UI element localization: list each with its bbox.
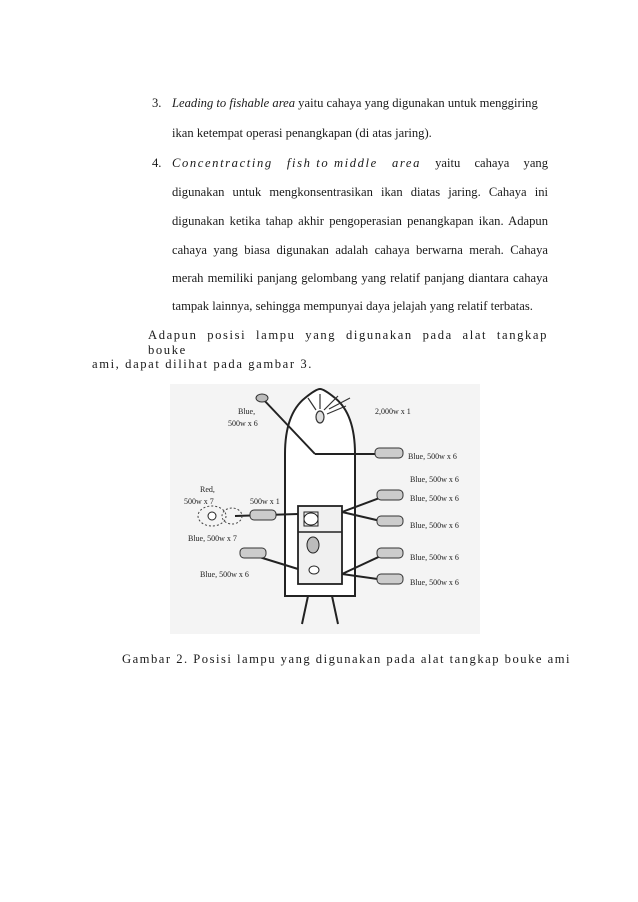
- lamp-cluster-icon: [250, 510, 276, 520]
- lamp-cluster-icon: [375, 448, 403, 458]
- italic-term: fish to middle: [286, 156, 378, 170]
- italic-term: Leading to fishable area: [172, 96, 296, 110]
- list-item-3-line-2: ikan ketempat operasi penangkapan (di atas jaring).: [172, 126, 432, 140]
- list-number: 4.: [152, 156, 162, 170]
- lamp-cluster-icon: [377, 490, 403, 500]
- lamp-cluster-icon: [377, 574, 403, 584]
- figure-caption: Gambar 2. Posisi lampu yang digunakan pada alat tangkap bouke ami: [122, 652, 571, 666]
- body-line: merah memiliki panjang gelombang yang relatif panjang diantara cahaya: [172, 271, 548, 285]
- label-red-count: 500w x 7: [184, 497, 214, 506]
- label-bow: 2,000w x 1: [375, 407, 411, 416]
- body-line: cahaya yang biasa digunakan adalah cahaya berwarna merah. Cahaya: [172, 243, 548, 257]
- lamp-cluster-icon: [377, 516, 403, 526]
- label-stbd-5: Blue, 500w x 6: [410, 553, 459, 562]
- italic-term: Concentracting: [172, 156, 273, 170]
- boat-light-diagram: [170, 384, 480, 634]
- lamp-cluster-icon: [256, 394, 268, 402]
- italic-term: area: [391, 156, 421, 170]
- label-blue-top: Blue,: [238, 407, 256, 416]
- body-line: digunakan untuk mengkonsentrasikan ikan diatas jaring. Cahaya ini: [172, 185, 548, 199]
- label-red: Red,: [200, 485, 215, 494]
- label-stbd-2: Blue, 500w x 6: [410, 475, 459, 484]
- list-number: 3.: [152, 96, 162, 110]
- label-blue-top-count: 500w x 6: [228, 419, 258, 428]
- label-port-blue: Blue, 500w x 7: [188, 534, 237, 543]
- label-port-mid: 500w x 1: [250, 497, 280, 506]
- lamp-cluster-icon: [240, 548, 266, 558]
- paragraph-line-2: ami, dapat dilihat pada gambar 3.: [92, 357, 314, 371]
- list-item-3-line-1: Leading to fishable area yaitu cahaya yang digunakan untuk menggiring: [172, 96, 538, 110]
- label-port-blue-bottom: Blue, 500w x 6: [200, 570, 249, 579]
- paragraph-line-1: Adapun posisi lampu yang digunakan pada alat tangkap bouke: [148, 328, 548, 357]
- label-stbd-1: Blue, 500w x 6: [408, 452, 457, 461]
- body-line: tampak lainnya, sehingga mempunyai daya jelajah yang relatif terbatas.: [172, 299, 533, 313]
- label-stbd-4: Blue, 500w x 6: [410, 521, 459, 530]
- cabin-light-icon: [309, 566, 319, 574]
- lamp-cluster-icon: [377, 548, 403, 558]
- list-item-4-line-1: Concentracting fish to middle area yaitu cahaya yang: [172, 156, 548, 170]
- label-stbd-3: Blue, 500w x 6: [410, 494, 459, 503]
- cabin-light-icon: [307, 537, 319, 553]
- label-stbd-6: Blue, 500w x 6: [410, 578, 459, 587]
- body-line: digunakan ketika tahap akhir pengoperasian penangkapan ikan. Adapun: [172, 214, 548, 228]
- cabin-light-icon: [304, 513, 318, 525]
